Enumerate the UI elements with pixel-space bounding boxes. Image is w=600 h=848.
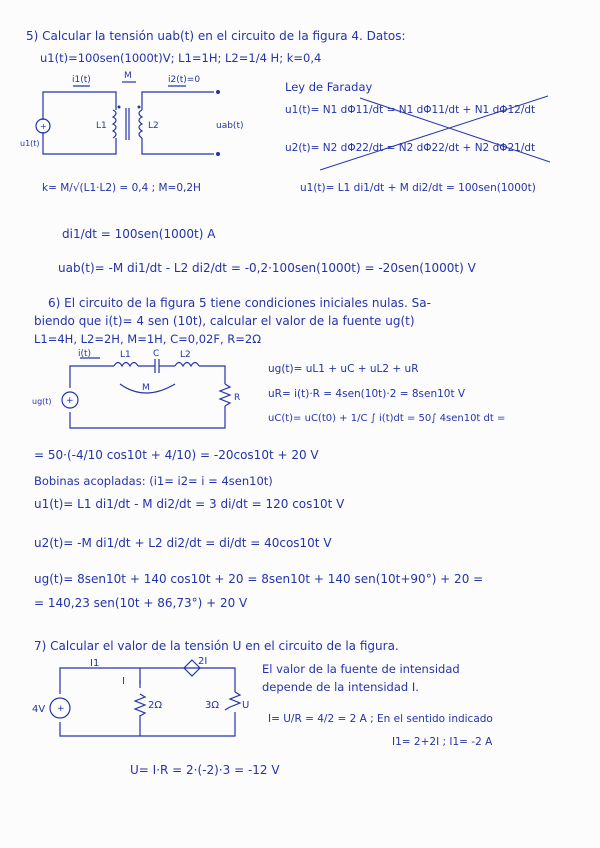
p5-L1-label: L1 [96,121,107,131]
p7-I-label: I [122,676,125,687]
p7-eq-1: I= U/R = 4/2 = 2 A ; En el sentido indicado [268,713,493,725]
p6-L1-label: L1 [120,350,131,360]
p7-2ohm-label: 2Ω [148,700,163,711]
p6-ur-equation: uR= i(t)·R = 4sen(10t)·2 = 8sen10t V [268,388,466,400]
p6-data: L1=4H, L2=2H, M=1H, C=0,02F, R=2Ω [34,332,262,346]
p5-i2-label: i2(t)=0 [168,75,201,85]
p7-U-label: U [242,700,250,711]
p6-M-label: M [142,383,150,393]
p6-R-label: R [234,393,241,403]
p6-ug-equation: ug(t)= uL1 + uC + uL2 + uR [268,363,419,375]
p6-title: 6) El circuito de la figura 5 tiene condiciones iniciales nulas. Sa- [48,296,431,310]
p6-ug-result: = 140,23 sen(10t + 86,73°) + 20 V [34,596,248,610]
p6-circuit-diagram [30,348,260,438]
p6-i-label: i(t) [78,349,92,359]
svg-text:+: + [40,122,47,131]
p7-3ohm-label: 3Ω [205,700,220,711]
p7-4V-label: 4V [32,704,46,715]
p5-u1-label: u1(t) [20,139,40,148]
p7-I1-label: I1 [90,658,100,669]
p7-eq-2: I1= 2+2I ; I1= -2 A [392,736,493,748]
p5-data: u1(t)=100sen(1000t)V; L1=1H; L2=1/4 H; k=0,4 [40,51,322,65]
p7-text-1: El valor de la fuente de intensidad [262,662,460,676]
p5-u1-equation: u1(t)= L1 di1/dt + M di2/dt = 100sen(1000t) [300,182,536,194]
p7-result: U= I·R = 2·(-2)·3 = -12 V [130,763,280,777]
p5-circuit-diagram [18,70,268,165]
p6-title-2: biendo que i(t)= 4 sen (10t), calcular el valor de la fuente ug(t) [34,314,415,328]
p5-k-equation: k= M/√(L1·L2) = 0,4 ; M=0,2H [42,182,201,194]
p6-u1-equation: u1(t)= L1 di1/dt - M di2/dt = 3 di/dt = 120 cos10t V [34,497,345,511]
p5-i1-label: i1(t) [72,75,91,85]
svg-text:+: + [57,704,65,714]
p5-faraday-2: u2(t)= N2 dΦ22/dt = N2 dΦ22/dt + N2 dΦ21/dt [285,142,536,154]
p5-uab-label: uab(t) [216,121,244,131]
p5-faraday-1: u1(t)= N1 dΦ11/dt = N1 dΦ11/dt + N1 dΦ12/dt [285,104,536,116]
p5-L2-label: L2 [148,121,159,131]
p5-title: 5) Calcular la tensión uab(t) en el circuito de la figura 4. Datos: [26,29,406,43]
p6-ug-sum: ug(t)= 8sen10t + 140 cos10t + 20 = 8sen10t + 140 sen(10t+90°) + 20 = [34,572,484,586]
p5-di-equation: di1/dt = 100sen(1000t) A [62,227,216,241]
p7-text-2: depende de la intensidad I. [262,680,419,694]
p7-2I-label: 2I [198,656,208,667]
p7-title: 7) Calcular el valor de la tensión U en el circuito de la figura. [34,639,399,653]
p5-M-label: M [124,71,132,81]
p6-coupled-coils: Bobinas acopladas: (i1= i2= i = 4sen10t) [34,474,273,488]
p6-C-label: C [153,349,160,359]
p6-L2-label: L2 [180,350,191,360]
p6-ug-label: ug(t) [32,397,52,406]
p6-uc-equation: uC(t)= uC(t0) + 1/C ∫ i(t)dt = 50∫ 4sen10t dt = [268,413,506,424]
p7-circuit-diagram [30,656,260,746]
p6-u2-equation: u2(t)= -M di1/dt + L2 di2/dt = di/dt = 40cos10t V [34,536,332,550]
p6-uc-result: = 50·(-4/10 cos10t + 4/10) = -20cos10t + 20 V [34,448,319,462]
p5-cross-out-strokes [300,92,580,172]
p5-uab-equation: uab(t)= -M di1/dt - L2 di2/dt = -0,2·100sen(1000t) = -20sen(1000t) V [58,261,476,275]
svg-text:+: + [66,396,74,406]
p5-faraday-title: Ley de Faraday [285,80,373,94]
